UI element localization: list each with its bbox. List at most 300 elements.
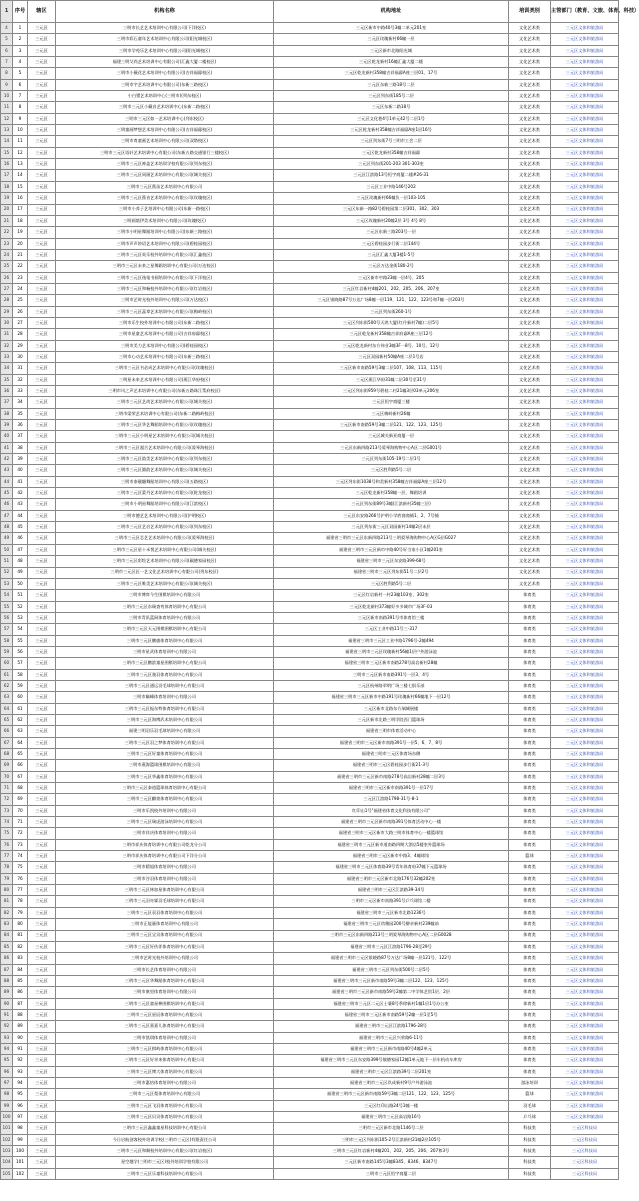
row-number[interactable]: 16 [1, 159, 13, 170]
district-cell[interactable]: 三元区 [28, 930, 56, 941]
dept-cell[interactable]: 三元区文体和旅游局 [551, 771, 619, 782]
seq-cell[interactable]: 92 [13, 1055, 28, 1066]
district-cell[interactable]: 三元区 [28, 1077, 56, 1088]
row-number[interactable]: 105 [1, 1168, 13, 1179]
dept-cell[interactable]: 三元区文体和旅游局 [551, 1009, 619, 1020]
category-cell[interactable]: 文化艺术类 [509, 215, 551, 226]
district-cell[interactable]: 三元区 [28, 703, 56, 714]
row-number[interactable]: 92 [1, 1021, 13, 1032]
dept-cell[interactable]: 三元区文体和旅游局 [551, 749, 619, 760]
address-cell[interactable]: 三元区碧桂园步行街二层144号 [274, 238, 509, 249]
name-cell[interactable]: 三明市博弈今生围棋培训中心有限公司 [56, 590, 274, 601]
address-cell[interactable]: 三元区列东街185号二层 [274, 91, 509, 102]
district-cell[interactable]: 三元区 [28, 193, 56, 204]
district-cell[interactable]: 三元区 [28, 1112, 56, 1123]
address-cell[interactable]: 三元区乾龙新村373幢好多多城市广场3F-03 [274, 601, 509, 612]
address-cell[interactable]: 三元区胜利路5号二层 [274, 578, 509, 589]
dept-cell[interactable]: 三元区文体和旅游局 [551, 590, 619, 601]
address-cell[interactable]: 福建省三明市三元区新市南路391号一层17号 [274, 783, 509, 794]
category-cell[interactable]: 文化艺术类 [509, 363, 551, 374]
district-cell[interactable]: 三元区 [28, 295, 56, 306]
category-cell[interactable]: 科技类 [509, 1123, 551, 1134]
category-cell[interactable]: 文化艺术类 [509, 544, 551, 555]
district-cell[interactable]: 三元区 [28, 386, 56, 397]
address-cell[interactable]: 福建省三明市三元区江滨路39-34号 [274, 885, 509, 896]
dept-cell[interactable]: 三元区文体和旅游局 [551, 386, 619, 397]
seq-cell[interactable]: 73 [13, 839, 28, 850]
name-cell[interactable]: 三明市泰靓翻舞蹈培训中心有限公司(五路校区) [56, 476, 274, 487]
row-number[interactable]: 71 [1, 783, 13, 794]
seq-cell[interactable]: 81 [13, 930, 28, 941]
row-number[interactable]: 61 [1, 669, 13, 680]
address-cell[interactable]: 三元区新市南路145号3幢8345、8346、8347号 [274, 1157, 509, 1168]
dept-cell[interactable]: 三元区文体和旅游局 [551, 272, 619, 283]
dept-cell[interactable]: 三元区文体和旅游局 [551, 1032, 619, 1043]
seq-cell[interactable]: 82 [13, 941, 28, 952]
seq-cell[interactable]: 94 [13, 1077, 28, 1088]
seq-cell[interactable]: 61 [13, 703, 28, 714]
seq-cell[interactable]: 14 [13, 170, 28, 181]
name-cell[interactable]: 三明市长艺艺术培训中心有限公司(下洋校区) [56, 23, 274, 34]
district-cell[interactable]: 三元区 [28, 1043, 56, 1054]
address-cell[interactable]: 三元区工业中路11号三-317 [274, 624, 509, 635]
dept-cell[interactable]: 三元区文体和旅游局 [551, 941, 619, 952]
name-cell[interactable]: 三明市精姐体育培训中心有限公司 [56, 862, 274, 873]
name-cell[interactable]: 三明市三元区华艺舞蹈培训中心有限公司(玫瑰校区) [56, 420, 274, 431]
name-cell[interactable]: 福建三明艾尚艺术培训中心有限公司(汇鑫大厦二楼校区) [56, 57, 274, 68]
seq-cell[interactable]: 75 [13, 862, 28, 873]
address-cell[interactable]: 三元区列东街105-19号二层1号 [274, 454, 509, 465]
seq-cell[interactable]: 77 [13, 885, 28, 896]
name-cell[interactable]: 三明市三元区贝贝体育培训中心有限公司 [56, 1112, 274, 1123]
address-cell[interactable]: 三元区江滨路13号恒宇商厦二楼#26-31 [274, 170, 509, 181]
name-cell[interactable]: 三明市正能量体育培训中心有限公司 [56, 919, 274, 930]
category-cell[interactable]: 文化艺术类 [509, 329, 551, 340]
dept-cell[interactable]: 三元区文体和旅游局 [551, 193, 619, 204]
district-cell[interactable]: 三元区 [28, 499, 56, 510]
address-cell[interactable]: 三元区乾龙新村东方伟业3幢3F一8号、10号、12号 [274, 340, 509, 351]
dept-cell[interactable]: 三元区文体和旅游局 [551, 1077, 619, 1088]
address-cell[interactable]: 三明市三元区恒宇商厦二层 [274, 1168, 509, 1179]
row-number[interactable]: 97 [1, 1077, 13, 1088]
district-cell[interactable]: 三元区 [28, 340, 56, 351]
row-number[interactable]: 63 [1, 692, 13, 703]
category-cell[interactable]: 文化艺术类 [509, 68, 551, 79]
address-cell[interactable]: 三明市三元区新市南路391号一层3、4号 [274, 669, 509, 680]
name-cell[interactable]: 三明市三元区华鑫体育培训中心有限公司 [56, 771, 274, 782]
address-cell[interactable]: 福建省三明市三元区工业中路1796号-2幢494 [274, 635, 509, 646]
district-cell[interactable]: 三元区 [28, 306, 56, 317]
dept-cell[interactable]: 三元区文体和旅游局 [551, 476, 619, 487]
address-cell[interactable]: 三元区工业中路146号202 [274, 181, 509, 192]
district-cell[interactable]: 三元区 [28, 556, 56, 567]
category-cell[interactable]: 文化艺术类 [509, 136, 551, 147]
address-cell[interactable]: 三元区银晓路87号万达广场8幢一层119、121、122、123号和7幢一层203号 [274, 295, 509, 306]
category-cell[interactable]: 体育类 [509, 919, 551, 930]
row-number[interactable]: 52 [1, 567, 13, 578]
row-number[interactable]: 38 [1, 408, 13, 419]
category-cell[interactable]: 文化艺术类 [509, 170, 551, 181]
dept-cell[interactable]: 三元区文体和旅游局 [551, 488, 619, 499]
category-cell[interactable]: 文化艺术类 [509, 57, 551, 68]
row-number[interactable]: 51 [1, 556, 13, 567]
address-cell[interactable]: 三元区东新三路203号一层 [274, 227, 509, 238]
row-number[interactable]: 60 [1, 658, 13, 669]
district-cell[interactable]: 三元区 [28, 442, 56, 453]
seq-cell[interactable]: 19 [13, 227, 28, 238]
dept-cell[interactable]: 三元区文体和旅游局 [551, 306, 619, 317]
dept-cell[interactable]: 三元区文体和旅游局 [551, 612, 619, 623]
name-cell[interactable]: 三明市三元区林加星体育培训中心有限公司 [56, 885, 274, 896]
dept-cell[interactable]: 三元区文体和旅游局 [551, 896, 619, 907]
district-cell[interactable]: 三元区 [28, 896, 56, 907]
address-cell[interactable]: 三元区新市北路三明学院西门篮球场 [274, 714, 509, 725]
row-number[interactable]: 29 [1, 306, 13, 317]
category-cell[interactable]: 体育类 [509, 1009, 551, 1020]
seq-cell[interactable]: 30 [13, 351, 28, 362]
name-cell[interactable]: 三明市青讯蓝网体育培训中心有限公司 [56, 612, 274, 623]
row-number[interactable]: 103 [1, 1146, 13, 1157]
name-cell[interactable]: 三明市艺时光校外培训中心有限公司 [56, 953, 274, 964]
category-cell[interactable]: 文化艺术类 [509, 578, 551, 589]
district-cell[interactable]: 三元区 [28, 351, 56, 362]
category-cell[interactable]: 文化艺术类 [509, 420, 551, 431]
category-cell[interactable]: 体育类 [509, 987, 551, 998]
name-cell[interactable]: 三明市三元区英乐校外培训中心有限公司(汇鑫校区) [56, 249, 274, 260]
district-cell[interactable]: 三元区 [28, 975, 56, 986]
dept-cell[interactable]: 三元区文体和旅游局 [551, 964, 619, 975]
seq-cell[interactable]: 70 [13, 805, 28, 816]
dept-cell[interactable]: 三元区文体和旅游局 [551, 737, 619, 748]
dept-cell[interactable]: 三元区文体和旅游局 [551, 987, 619, 998]
address-cell[interactable]: 福建省三明市三元区新市道南路四期大酒店5楼室外篮球场 [274, 839, 509, 850]
name-cell[interactable]: 三明市三元区瑞虎游泳培训中心有限公司 [56, 817, 274, 828]
name-cell[interactable]: 三明市三元区鑫鑫童星科技培训中心有限公司 [56, 1123, 274, 1134]
district-cell[interactable]: 三元区 [28, 726, 56, 737]
row-number[interactable]: 24 [1, 249, 13, 260]
dept-cell[interactable]: 三元区文体和旅游局 [551, 340, 619, 351]
category-cell[interactable]: 文化艺术类 [509, 556, 551, 567]
dept-cell[interactable]: 三元区文体和旅游局 [551, 692, 619, 703]
seq-cell[interactable]: 40 [13, 465, 28, 476]
district-cell[interactable]: 三元区 [28, 953, 56, 964]
address-cell[interactable]: 福建省三明市三元区高岩路16号 [274, 1112, 509, 1123]
address-cell[interactable]: 三元区东新二路18号 [274, 102, 509, 113]
district-cell[interactable]: 三元区 [28, 431, 56, 442]
category-cell[interactable]: 文化艺术类 [509, 283, 551, 294]
dept-cell[interactable]: 三元区文体和旅游局 [551, 136, 619, 147]
category-cell[interactable]: 文化艺术类 [509, 204, 551, 215]
address-cell[interactable]: 三元区东安路266号沪明小学底商商铺1、2、7号铺 [274, 510, 509, 521]
row-number[interactable]: 11 [1, 102, 13, 113]
seq-cell[interactable]: 38 [13, 442, 28, 453]
category-cell[interactable]: 文化艺术类 [509, 454, 551, 465]
dept-cell[interactable]: 三元区文体和旅游局 [551, 45, 619, 56]
seq-cell[interactable]: 95 [13, 1089, 28, 1100]
dept-cell[interactable]: 三元区文体和旅游局 [551, 317, 619, 328]
address-cell[interactable]: 三元区玫瑰新村66幢负一层103-105 [274, 193, 509, 204]
address-cell[interactable]: 三元区万达金街180-2号 [274, 261, 509, 272]
seq-cell[interactable]: 56 [13, 646, 28, 657]
name-cell[interactable]: 三明市三元区星十禾悦艺术培训中心有限公司(城关校区) [56, 544, 274, 555]
name-cell[interactable]: 三明市小荞子艺培训中心有限公司(东新一路校区) [56, 204, 274, 215]
district-cell[interactable]: 三元区 [28, 851, 56, 862]
name-cell[interactable]: 三明市学苑乐艺术培训中心有限公司(阳光城校区) [56, 45, 274, 56]
address-cell[interactable]: 三明市三元区红岩新村4幢201、202、205、206、207和3号 [274, 1146, 509, 1157]
district-cell[interactable]: 三元区 [28, 590, 56, 601]
address-cell[interactable]: 三明市三元区东新四路213号三明爱琴海购物中心A区二层G0028 [274, 930, 509, 941]
seq-cell[interactable]: 102 [13, 1168, 28, 1179]
seq-cell[interactable]: 97 [13, 1112, 28, 1123]
name-cell[interactable]: 三明市三元区小明星艺术培训中心有限公司(城关校区) [56, 431, 274, 442]
row-number[interactable]: 48 [1, 522, 13, 533]
district-cell[interactable]: 三元区 [28, 249, 56, 260]
district-cell[interactable]: 三元区 [28, 862, 56, 873]
district-cell[interactable]: 三元区 [28, 760, 56, 771]
address-cell[interactable]: 福建省三明市三元区新市北路1236号 [274, 907, 509, 918]
address-cell[interactable]: 三元区列东街89号3幢(江滨新村35幢三层) [274, 499, 509, 510]
name-cell[interactable]: 三明市乐凯校外培训中心有限公司 [56, 805, 274, 816]
category-cell[interactable]: 文化艺术类 [509, 465, 551, 476]
name-cell[interactable]: 三明市三元区艺启艺术培训中心有限公司(列东校区) [56, 522, 274, 533]
address-cell[interactable]: 福建省三明市三元区新市中路3、4幢球馆 [274, 851, 509, 862]
seq-cell[interactable]: 76 [13, 873, 28, 884]
address-cell[interactable]: 三元区东新三路18号二层 [274, 79, 509, 90]
name-cell[interactable]: 三明画境伊美术培训中心有限公司(玫瑰校区) [56, 215, 274, 226]
category-cell[interactable]: 文化艺术类 [509, 125, 551, 136]
row-number[interactable]: 68 [1, 749, 13, 760]
category-cell[interactable]: 文化艺术类 [509, 317, 551, 328]
seq-cell[interactable]: 9 [13, 113, 28, 124]
dept-cell[interactable]: 三元区文体和旅游局 [551, 363, 619, 374]
name-cell[interactable]: 三明市三元区语轩艺术培训中心有限公司(东新五路交通银行三楼校区) [56, 147, 274, 158]
name-cell[interactable]: 三明童画梦想艺术培训中心有限公司(吉祥福邸校区) [56, 125, 274, 136]
category-cell[interactable]: 文化艺术类 [509, 510, 551, 521]
category-cell[interactable]: 体育类 [509, 612, 551, 623]
district-cell[interactable]: 三元区 [28, 1055, 56, 1066]
dept-cell[interactable]: 三元区文体和旅游局 [551, 227, 619, 238]
name-cell[interactable]: 三明市三元区嘉嘉儿体育培训中心有限公司 [56, 1021, 274, 1032]
name-cell[interactable]: 三明市三元区飞羽体育培训中心有限公司 [56, 1100, 274, 1111]
address-cell[interactable]: 三元区新市北路东方瑞城展楼 [274, 703, 509, 714]
row-number[interactable]: 77 [1, 851, 13, 862]
category-cell[interactable]: 文化艺术类 [509, 499, 551, 510]
district-cell[interactable]: 三元区 [28, 1123, 56, 1134]
district-cell[interactable]: 三元区 [28, 1032, 56, 1043]
dept-cell[interactable]: 三元区文体和旅游局 [551, 873, 619, 884]
row-number[interactable]: 78 [1, 862, 13, 873]
dept-cell[interactable]: 三元区文体和旅游局 [551, 760, 619, 771]
address-cell[interactable]: 福建省三明市三元区玫瑰新村56幢1层户外游泳池 [274, 646, 509, 657]
category-cell[interactable]: 体育类 [509, 714, 551, 725]
seq-cell[interactable]: 4 [13, 57, 28, 68]
category-cell[interactable]: 科技类 [509, 1146, 551, 1157]
district-cell[interactable]: 三元区 [28, 749, 56, 760]
address-cell[interactable]: 三元区江滨路1798-31号-8-1 [274, 794, 509, 805]
row-number[interactable]: 8 [1, 68, 13, 79]
seq-cell[interactable]: 59 [13, 680, 28, 691]
name-cell[interactable]: 三明市三元区海博武术培训中心有限公司 [56, 714, 274, 725]
seq-cell[interactable]: 25 [13, 295, 28, 306]
district-cell[interactable]: 三元区 [28, 964, 56, 975]
district-cell[interactable]: 三元区 [28, 987, 56, 998]
district-cell[interactable]: 三元区 [28, 805, 56, 816]
name-cell[interactable]: 三明市三元区韵美艺术培训中心有限公司(列东校区) [56, 454, 274, 465]
row-number[interactable]: 53 [1, 578, 13, 589]
name-cell[interactable]: 三明市小明星舞蹈培训中心有限公司(东新三路校区) [56, 227, 274, 238]
district-cell[interactable]: 三元区 [28, 692, 56, 703]
seq-cell[interactable]: 39 [13, 454, 28, 465]
row-number[interactable]: 76 [1, 839, 13, 850]
name-cell[interactable]: 三明市三元区华舞蹈体育培训中心有限公司 [56, 975, 274, 986]
row-number[interactable]: 20 [1, 204, 13, 215]
category-cell[interactable]: 体育类 [509, 590, 551, 601]
name-cell[interactable]: 三明市乐生校外培训中心有限公司(东新二路校区) [56, 317, 274, 328]
address-cell[interactable]: 福建省三明市三元区体育路39号青年体育府37幢下元篮球场 [274, 862, 509, 873]
row-number[interactable]: 65 [1, 714, 13, 725]
address-cell[interactable]: 福建省三明市三元区新市南路59号3幢二层121、122、123、125号 [274, 1089, 509, 1100]
district-cell[interactable]: 三元区 [28, 147, 56, 158]
dept-cell[interactable]: 三元区文体和旅游局 [551, 1066, 619, 1077]
category-cell[interactable]: 文化艺术类 [509, 408, 551, 419]
category-cell[interactable]: 文化艺术类 [509, 386, 551, 397]
seq-cell[interactable]: 87 [13, 998, 28, 1009]
seq-cell[interactable]: 63 [13, 726, 28, 737]
name-cell[interactable]: 三明市三元区羽之梦体育培训中心有限公司 [56, 737, 274, 748]
dept-cell[interactable]: 三元区文体和旅游局 [551, 295, 619, 306]
dept-cell[interactable]: 三元区文体和旅游局 [551, 930, 619, 941]
category-cell[interactable]: 体育类 [509, 783, 551, 794]
dept-cell[interactable]: 三元区文体和旅游局 [551, 91, 619, 102]
dept-cell[interactable]: 三元区文体和旅游局 [551, 420, 619, 431]
name-cell[interactable]: 三明市星童艺术培训中心有限公司(吉祥府邸校区) [56, 329, 274, 340]
district-cell[interactable]: 三元区 [28, 374, 56, 385]
dept-cell[interactable]: 三元区文体和旅游局 [551, 238, 619, 249]
district-cell[interactable]: 三元区 [28, 465, 56, 476]
row-number[interactable]: 42 [1, 454, 13, 465]
name-cell[interactable]: 三明市三元区蕉音艺术培训中心有限公司(玫瑰校区) [56, 193, 274, 204]
dept-cell[interactable]: 三元区文体和旅游局 [551, 839, 619, 850]
address-cell[interactable]: 三元区玫瑰新村66幢一层 [274, 34, 509, 45]
dept-cell[interactable]: 三元区文体和旅游局 [551, 851, 619, 862]
category-cell[interactable]: 乒乓球 [509, 1112, 551, 1123]
dept-cell[interactable]: 三元区文体和旅游局 [551, 215, 619, 226]
district-cell[interactable]: 三元区 [28, 113, 56, 124]
category-cell[interactable]: 文化艺术类 [509, 91, 551, 102]
seq-cell[interactable]: 86 [13, 987, 28, 998]
category-cell[interactable]: 体育类 [509, 1043, 551, 1054]
category-cell[interactable]: 体育类 [509, 896, 551, 907]
seq-cell[interactable]: 23 [13, 272, 28, 283]
dept-cell[interactable]: 三元区文体和旅游局 [551, 556, 619, 567]
district-cell[interactable]: 三元区 [28, 454, 56, 465]
name-cell[interactable]: 三明市三元区鹏滨童星围棋培训中心有限公司 [56, 658, 274, 669]
address-cell[interactable]: 福建省三明市三元区新市南路40号4幢2单元 [274, 1043, 509, 1054]
address-cell[interactable]: 福建省三明市三元区列东街500号二层5号 [274, 964, 509, 975]
dept-cell[interactable]: 三元区文体和旅游局 [551, 397, 619, 408]
district-cell[interactable]: 三元区 [28, 91, 56, 102]
row-number[interactable]: 22 [1, 227, 13, 238]
address-cell[interactable]: 三元区新市中路23幢一层4号、205 [274, 272, 509, 283]
category-cell[interactable]: 体育类 [509, 726, 551, 737]
dept-cell[interactable]: 三元区文体和旅游局 [551, 533, 619, 544]
seq-cell[interactable]: 45 [13, 522, 28, 533]
district-cell[interactable]: 三元区 [28, 57, 56, 68]
district-cell[interactable]: 三元区 [28, 578, 56, 589]
address-cell[interactable]: 三元区乾龙新村358幢吉祥府邸A座三层12号 [274, 329, 509, 340]
name-cell[interactable]: 三明市三元区逸笔书画培训中心有限公司(下洋校区) [56, 272, 274, 283]
seq-cell[interactable]: 26 [13, 306, 28, 317]
address-cell[interactable]: 三元区列东街7号三明市工会二层 [274, 136, 509, 147]
address-cell[interactable]: 三元区新市南路59号3幢二层121、122、123、125号 [274, 420, 509, 431]
name-cell[interactable]: 三明市三元区博大体育培训中心有限公司 [56, 1066, 274, 1077]
category-cell[interactable]: 体育类 [509, 1032, 551, 1043]
name-cell[interactable]: 今日启航创客校外培训学校(三明市三元区)有限责任公司 [56, 1134, 274, 1145]
dept-cell[interactable]: 三元区文体和旅游局 [551, 567, 619, 578]
dept-cell[interactable]: 三元区文体和旅游局 [551, 953, 619, 964]
seq-cell[interactable]: 49 [13, 567, 28, 578]
address-cell[interactable]: 三元区玫瑰新村20幢2层 3号 4号 8号 [274, 215, 509, 226]
row-number[interactable]: 31 [1, 329, 13, 340]
dept-cell[interactable]: 三元区文体和旅游局 [551, 23, 619, 34]
district-cell[interactable]: 三元区 [28, 420, 56, 431]
category-cell[interactable]: 科技类 [509, 1134, 551, 1145]
district-cell[interactable]: 三元区 [28, 907, 56, 918]
category-cell[interactable]: 体育类 [509, 669, 551, 680]
address-cell[interactable]: 福建省三明市体育活动中心 [274, 726, 509, 737]
name-cell[interactable]: 三明市三元区振东特体育培训中心有限公司 [56, 703, 274, 714]
category-cell[interactable]: 体育类 [509, 692, 551, 703]
dept-cell[interactable]: 三元区文体和旅游局 [551, 34, 619, 45]
district-cell[interactable]: 三元区 [28, 102, 56, 113]
district-cell[interactable]: 三元区 [28, 1146, 56, 1157]
district-cell[interactable]: 三元区 [28, 329, 56, 340]
category-cell[interactable]: 体育类 [509, 964, 551, 975]
seq-cell[interactable]: 22 [13, 261, 28, 272]
seq-cell[interactable]: 83 [13, 953, 28, 964]
district-cell[interactable]: 三元区 [28, 1089, 56, 1100]
row-number[interactable]: 49 [1, 533, 13, 544]
row-number[interactable]: 17 [1, 170, 13, 181]
address-cell[interactable]: 福建省三明市三元区新市南路59号2幢第二中学体艺馆1层、2层 [274, 987, 509, 998]
row-number[interactable]: 1 [1, 1, 13, 23]
dept-cell[interactable]: 三元区科技局 [551, 1146, 619, 1157]
address-cell[interactable]: 福建省三明市三元区体育场东侧 [274, 749, 509, 760]
row-number[interactable]: 45 [1, 488, 13, 499]
name-cell[interactable]: 三明市三元区宝贝体育培训中心有限公司 [56, 930, 274, 941]
dept-cell[interactable]: 三元区文体和旅游局 [551, 975, 619, 986]
seq-cell[interactable]: 41 [13, 476, 28, 487]
seq-cell[interactable]: 36 [13, 420, 28, 431]
category-cell[interactable]: 文化艺术类 [509, 79, 551, 90]
dept-cell[interactable]: 三元区文体和旅游局 [551, 454, 619, 465]
dept-cell[interactable]: 三元区文体和旅游局 [551, 204, 619, 215]
address-cell[interactable]: 福建省三明市三元区玖成新村9号户外游泳池 [274, 1077, 509, 1088]
row-number[interactable]: 21 [1, 215, 13, 226]
name-cell[interactable]: 三明市三元羽亦霖羽毛球培训中心有限公司 [56, 896, 274, 907]
seq-cell[interactable]: 55 [13, 635, 28, 646]
district-cell[interactable]: 三元区 [28, 215, 56, 226]
seq-cell[interactable]: 47 [13, 544, 28, 555]
address-cell[interactable]: 三元区红岩新村4幢201、202、205、206、207室 [274, 283, 509, 294]
row-number[interactable]: 28 [1, 295, 13, 306]
category-cell[interactable]: 文化艺术类 [509, 272, 551, 283]
category-cell[interactable]: 篮球 [509, 1089, 551, 1100]
seq-cell[interactable]: 93 [13, 1066, 28, 1077]
category-cell[interactable]: 体育类 [509, 771, 551, 782]
district-cell[interactable]: 三元区 [28, 1168, 56, 1179]
name-cell[interactable]: 三明市三元区蕊拿艺术培训中心有限公司(梅岭校区) [56, 306, 274, 317]
